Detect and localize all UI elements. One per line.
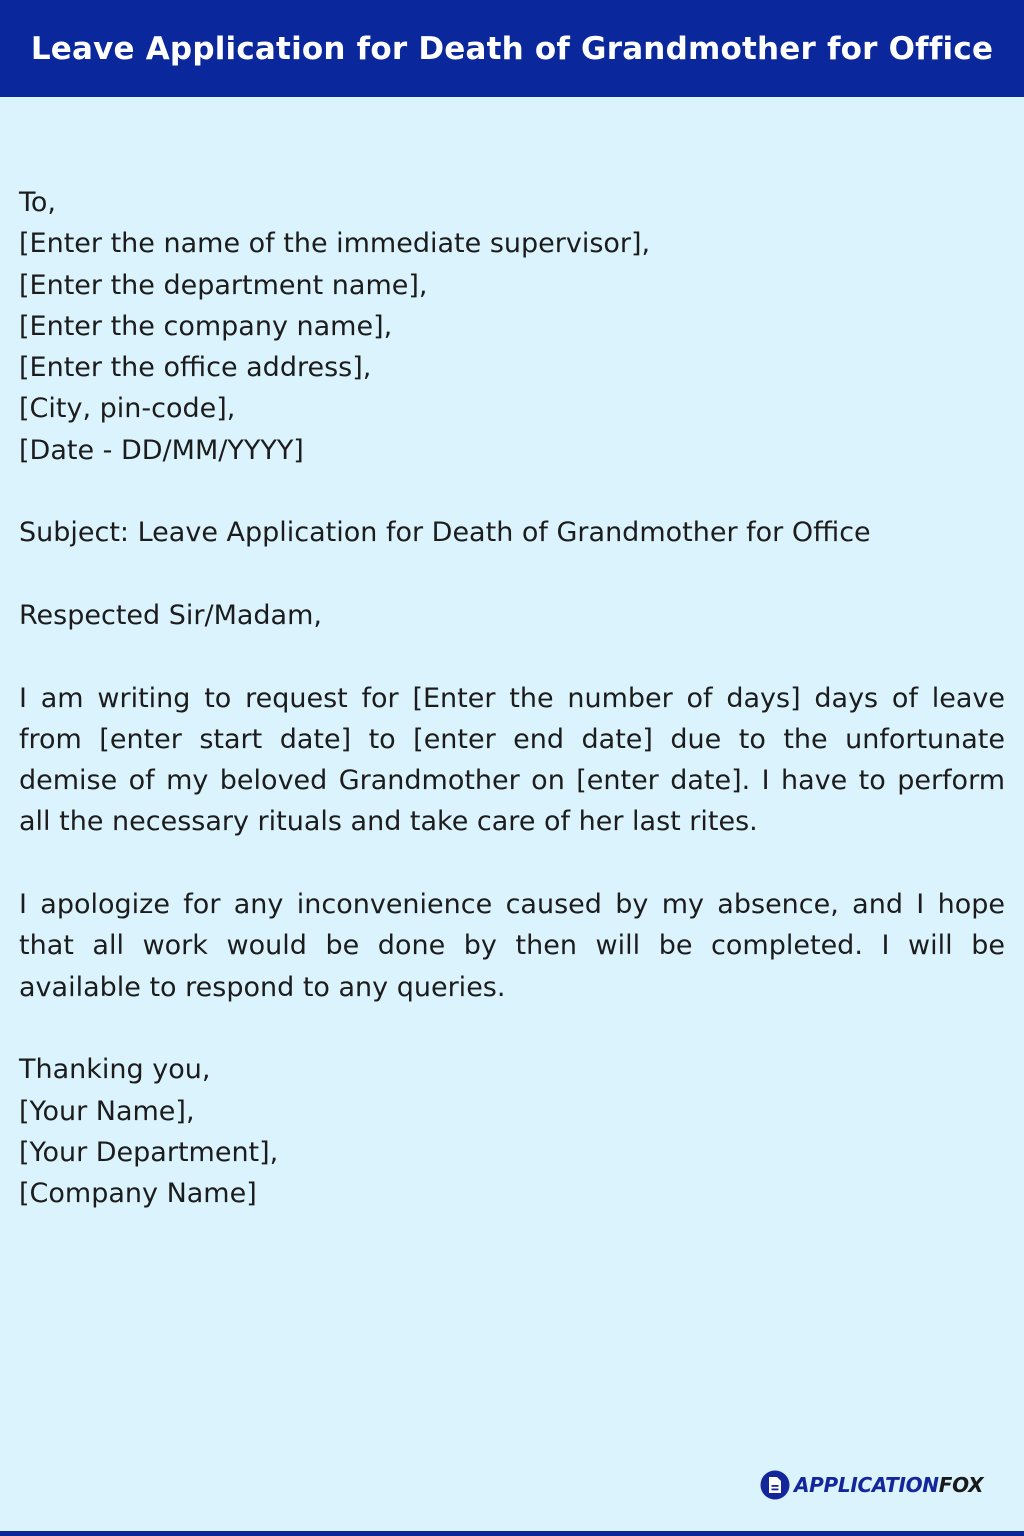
closing-line: Thanking you, (19, 1054, 211, 1086)
closing-line: [Your Name], (19, 1095, 195, 1127)
document-icon (760, 1470, 790, 1500)
address-line: [Enter the company name], (19, 310, 393, 342)
address-line: [Enter the office address], (19, 352, 372, 384)
applicationfox-logo (760, 1470, 983, 1500)
salutation: Respected Sir/Madam, (19, 599, 322, 631)
logo-wordmark: APPLICATIONFOX (794, 1473, 984, 1497)
closing-line: [Your Department], (19, 1136, 279, 1168)
address-line: [City, pin-code], (19, 393, 236, 425)
address-line: [Date - DD/MM/YYYY] (19, 434, 304, 466)
bottom-bar (0, 1531, 1024, 1536)
address-line: [Enter the name of the immediate supervisor], (19, 228, 651, 260)
subject-line: Subject: Leave Application for Death of Grandmother for Office (19, 517, 871, 549)
letter-body (19, 182, 1005, 1214)
title-bar (0, 0, 1024, 97)
page-title: Leave Application for Death of Grandmother for Office (30, 30, 994, 67)
address-line: To, (19, 187, 57, 218)
body-paragraph: I apologize for any inconvenience caused by my absence, and I hope that all work would be done by then will be completed. I will be available to respond to any queries. (19, 889, 1005, 1003)
address-line: [Enter the department name], (19, 269, 428, 301)
body-paragraph: I am writing to request for [Enter the number of days] days of leave from [enter start date] to [enter end date] due to the unfortunate demise of my beloved Grandmother on [enter date]. I have to perform all the necessary rituals and take care of her last rites. (19, 682, 1005, 838)
closing-line: [Company Name] (19, 1178, 257, 1210)
